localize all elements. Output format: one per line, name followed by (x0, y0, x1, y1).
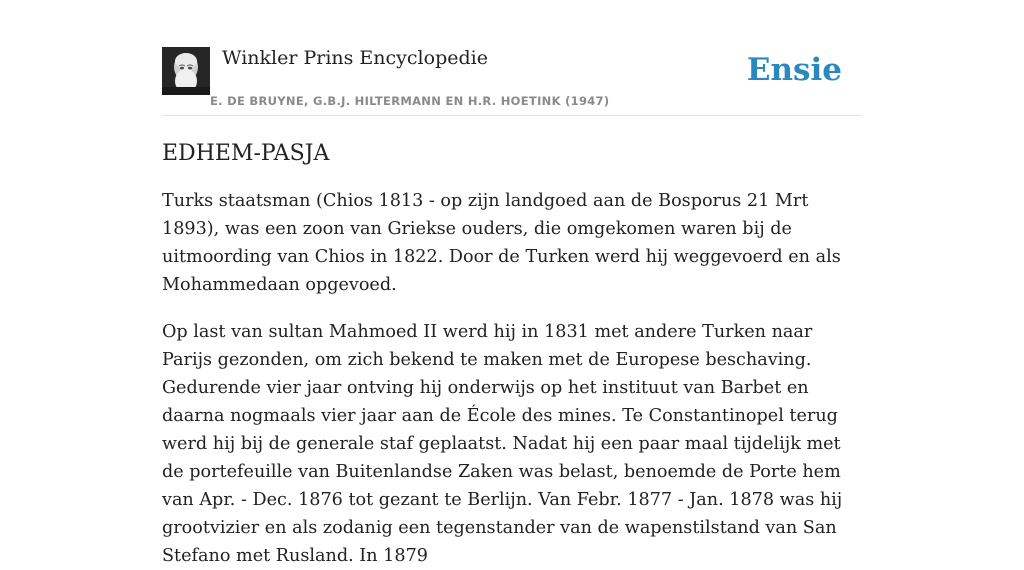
article (162, 136, 862, 570)
article-paragraph: Turks staatsman (Chios 1813 - op zijn landgoed aan de Bosporus 21 Mrt 1893), was een zoon van Griekse ouders, die omgekomen waren bij de uitmoording van Chios in 1822. Door de Turken werd hij weggevoerd en als Mohammedaan opgevoed. (162, 191, 841, 295)
source-header (162, 46, 862, 116)
brand-logo[interactable]: Ensie (746, 52, 842, 88)
article-paragraph: Op last van sultan Mahmoed II werd hij in 1831 met andere Turken naar Parijs gezonden, om zich bekend te maken met de Europese beschaving. Gedurende vier jaar ontving hij onderwijs op het instituut van Barbet en daarna nogmaals vier jaar aan de École des mines. Te Constantinopel terug werd hij bij de generale staf geplaatst. Nadat hij een paar maal tijdelijk met de portefeuille van Buitenlandse Zaken was belast, benoemde de Porte hem van Apr. - Dec. 1876 tot gezant te Berlijn. Van Febr. 1877 - Jan. 1878 was hij grootvizier en als zodanig een tegenstander van de wapenstilstand van San Stefano met Rusland. In 1879 (162, 322, 843, 566)
source-title[interactable]: Winkler Prins Encyclopedie (222, 47, 488, 69)
source-authors: E. DE BRUYNE, G.B.J. HILTERMANN EN H.R. HOETINK (1947) (210, 94, 610, 108)
author-portrait-icon (162, 47, 210, 95)
author-avatar[interactable] (162, 47, 210, 95)
article-title: EDHEM-PASJA (162, 141, 330, 166)
